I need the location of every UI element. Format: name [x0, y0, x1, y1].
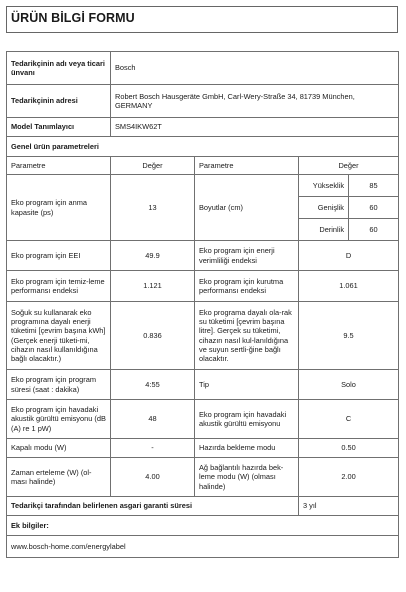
delay-start-value: 4.00	[111, 458, 195, 497]
off-mode-label: Kapalı modu (W)	[7, 439, 111, 458]
table-row	[7, 458, 399, 497]
drying-index-label: Eko program için kurutma performansı endeksi	[195, 271, 299, 302]
supplier-address-value: Robert Bosch Hausgeräte GmbH, Carl-Wery-Straße 34, 81739 München, GERMANY	[111, 85, 399, 118]
supplier-address-row	[7, 85, 399, 118]
noise-emission-value: 48	[111, 400, 195, 439]
noise-class-value: C	[299, 400, 399, 439]
cleaning-index-label: Eko program için temiz-leme performansı endeksi	[7, 271, 111, 302]
type-value: Solo	[299, 370, 399, 400]
noise-emission-label: Eko program için havadaki akustik gürültü emisyonu (dB (A) re 1 pW)	[7, 400, 111, 439]
energy-label-link[interactable]: www.bosch-home.com/energylabel	[7, 536, 399, 558]
dimension-row	[299, 197, 398, 219]
height-label: Yükseklik	[312, 180, 345, 190]
supplier-name-row	[7, 52, 399, 85]
table-row	[7, 439, 399, 458]
form-title: ÜRÜN BİLGİ FORMU	[11, 11, 135, 25]
param-header-left: Parametre	[7, 157, 111, 175]
energy-consumption-value: 0.836	[111, 302, 195, 370]
general-header-row	[7, 137, 399, 157]
dimensions-label: Boyutlar (cm)	[195, 175, 299, 241]
model-row	[7, 118, 399, 137]
network-standby-value: 2.00	[299, 458, 399, 497]
param-header-right: Parametre	[195, 157, 299, 175]
extra-header-row	[7, 516, 399, 536]
width-value: 60	[349, 197, 399, 219]
energy-consumption-label: Soğuk su kullanarak eko programına dayalı enerji tüketimi [çevrim başına kWh] (Gerçek enerji tüketi-mi, cihazın nasıl kullanıldığına bağlı olacaktır.)	[7, 302, 111, 370]
value-header-right: Değer	[299, 157, 399, 175]
general-header: Genel ürün parametreleri	[7, 137, 399, 157]
supplier-address-label: Tedarikçinin adresi	[7, 85, 111, 118]
eei-value: 49.9	[111, 241, 195, 271]
width-label: Genişlik	[299, 197, 349, 219]
model-label: Model Tanımlayıcı	[7, 118, 111, 137]
supplier-name-value: Bosch	[111, 52, 399, 85]
drying-index-value: 1.061	[299, 271, 399, 302]
value-header-left: Değer	[111, 157, 195, 175]
cleaning-index-value: 1.121	[111, 271, 195, 302]
water-consumption-value: 9.5	[299, 302, 399, 370]
extra-info-header: Ek bilgiler:	[7, 516, 399, 536]
noise-class-label: Eko program için havadaki akustik gürültü emisyonu	[195, 400, 299, 439]
depth-value: 60	[349, 219, 399, 241]
program-duration-label: Eko program için program süresi (saat : dakika)	[7, 370, 111, 400]
depth-label: Derinlik	[299, 219, 349, 241]
extra-link-row	[7, 536, 399, 558]
standby-mode-value: 0.50	[299, 439, 399, 458]
table-row	[7, 271, 399, 302]
table-row	[7, 241, 399, 271]
model-value: SMS4IKW62T	[111, 118, 399, 137]
table-row	[7, 302, 399, 370]
height-value: 85	[349, 175, 399, 197]
energy-class-label: Eko program için enerji verimliliği endeksi	[195, 241, 299, 271]
supplier-name-label: Tedarikçinin adı veya ticari ünvanı	[7, 52, 111, 85]
table-row	[7, 175, 399, 241]
eei-label: Eko program için EEI	[7, 241, 111, 271]
dimension-row	[299, 219, 398, 241]
type-label: Tip	[195, 370, 299, 400]
table-row	[7, 400, 399, 439]
table-row	[7, 370, 399, 400]
capacity-value: 13	[111, 175, 195, 241]
capacity-label: Eko program için anma kapasite (ps)	[7, 175, 111, 241]
warranty-label: Tedarikçi tarafından belirlenen asgari garanti süresi	[7, 497, 299, 516]
dimensions-cell	[299, 175, 399, 241]
dimensions-table	[299, 175, 398, 240]
program-duration-value: 4:55	[111, 370, 195, 400]
water-consumption-label: Eko programa dayalı ola-rak su tüketimi [çevrim başına litre]. Gerçek su tüketimi, cihazın nasıl kul-lanıldığına ve suyun sertli-ğine bağlı olacaktır.	[195, 302, 299, 370]
warranty-row	[7, 497, 399, 516]
standby-mode-label: Hazırda bekleme modu	[195, 439, 299, 458]
form-title-box	[6, 6, 398, 33]
delay-start-label: Zaman erteleme (W) (ol-ması halinde)	[7, 458, 111, 497]
dimension-row	[299, 175, 398, 197]
off-mode-value: -	[111, 439, 195, 458]
warranty-value: 3 yıl	[299, 497, 399, 516]
column-header-row	[7, 157, 399, 175]
network-standby-label: Ağ bağlantılı hazırda bek-leme modu (W) (olması halinde)	[195, 458, 299, 497]
energy-class-value: D	[299, 241, 399, 271]
product-info-table	[6, 51, 399, 558]
